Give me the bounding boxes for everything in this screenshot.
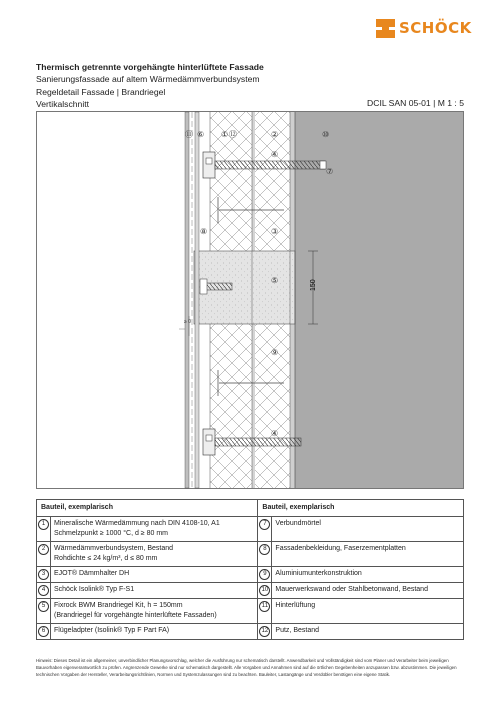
item-number: 11 [259,601,270,612]
item-text: Hinterlüftung [272,599,464,624]
gap-label: ≥ 0 [184,319,191,325]
item-number: 8 [259,544,270,555]
callout-4-lower: ④ [271,429,279,438]
table-row [37,599,464,624]
table-heading-right: Bauteil, exemplarisch [258,500,464,517]
table-row [37,567,464,583]
logo-mark-icon [376,19,395,38]
item-text-2: Schmelzpunkt ≥ 1000 °C, d ≥ 80 mm [54,530,168,537]
item-text: Verbundmörtel [272,517,464,542]
section-label: Vertikalschnitt [36,99,90,110]
document-header [36,61,264,111]
brand-name: SCHÖCK [399,19,472,37]
drawing-code: DCIL SAN 05-01 | M 1 : 5 [367,98,464,108]
table-row [37,517,464,542]
disclaimer-note: Hinweis: Dieses Detail ist ein allgemeiner, unverbindlicher Planungsvorschlag, welcher die Ausführung nur schematisch darstellt. Anwendbarkeit und Vollständigkeit sind vom Planer und Verarbeiter beim jeweiligen Bauvorhaben eigenverantwortlich zu prüfen. Angrenzende Gewerke sind nur schematisch dargestellt. Alle Vorgaben und Annahmen sind auf die örtlichen Gegebenheiten anzupassen bzw. abzustimmen. Die jeweiligen technischen Vorgaben der Hersteller, Verarbeitungsrichtlinien, Normen und Systemzulassungen sind zu beachten. Bauleiter, Lastangänge und Verdübler benötigen eine eigene Statik. [36,658,457,677]
item-number: 5 [38,601,49,612]
aluminium-profile [195,112,199,488]
callout-4-upper: ④ [271,150,279,159]
table-row [37,624,464,640]
item-text: Mineralische Wärmedämmung nach DIN 4108-10, A1 [54,520,220,527]
callout-8: ⑧ [200,227,208,236]
callout-1: ① [221,130,229,139]
document-title: Thermisch getrennte vorgehängte hinterlüftete Fassade [36,62,264,72]
callout-5: ⑤ [271,276,279,285]
callout-11: ⑪ [185,130,193,139]
item-number: 3 [38,569,49,580]
section-drawing [36,111,464,489]
table-heading-left: Bauteil, exemplarisch [37,500,258,517]
component-table [36,499,464,640]
brand-logo [376,18,472,38]
callout-6: ⑥ [197,130,205,139]
item-number: 10 [259,585,270,596]
document-subtitle: Sanierungsfassade auf altem Wärmedämmverbundsystem [36,74,260,85]
item-text: Schöck Isolink® Typ F-S1 [51,583,258,599]
detail-label: Regeldetail Fassade | Brandriegel [36,86,166,97]
item-number: 6 [38,626,49,637]
item-text-2: (Brandriegel für vorgehängte hinterlüftete Fassaden) [54,612,217,619]
callout-7: ⑦ [326,167,334,176]
callout-10: ⑩ [322,130,330,139]
item-number: 4 [38,585,49,596]
item-text: Mauerwerkswand oder Stahlbetonwand, Bestand [272,583,464,599]
callout-9: ⑨ [271,348,279,357]
facade-cladding [185,112,189,488]
item-text: Fassadenbekleidung, Faserzementplatten [272,542,464,567]
item-text-2: Rohdichte ≤ 24 kg/m³, d ≤ 80 mm [54,555,158,562]
item-number: 7 [259,519,270,530]
callout-3: ③ [271,227,279,236]
callout-2: ② [271,130,279,139]
item-text: Fixrock BWM Brandriegel Kit, h = 150mm [54,602,183,609]
item-number: 2 [38,544,49,555]
item-number: 1 [38,519,49,530]
callout-12: ⑫ [229,130,237,139]
item-text: EJOT® Dämmhalter DH [51,567,258,583]
item-number: 9 [259,569,270,580]
item-text: Putz, Bestand [272,624,464,640]
item-text: Wärmedämmverbundsystem, Bestand [54,545,174,552]
item-text: Aluminiumunterkonstruktion [272,567,464,583]
item-number: 12 [259,626,270,637]
table-row [37,542,464,567]
item-text: Flügeladpter (Isolink® Typ F Part FA) [51,624,258,640]
table-row [37,583,464,599]
dimension-label: 150 [310,279,317,291]
